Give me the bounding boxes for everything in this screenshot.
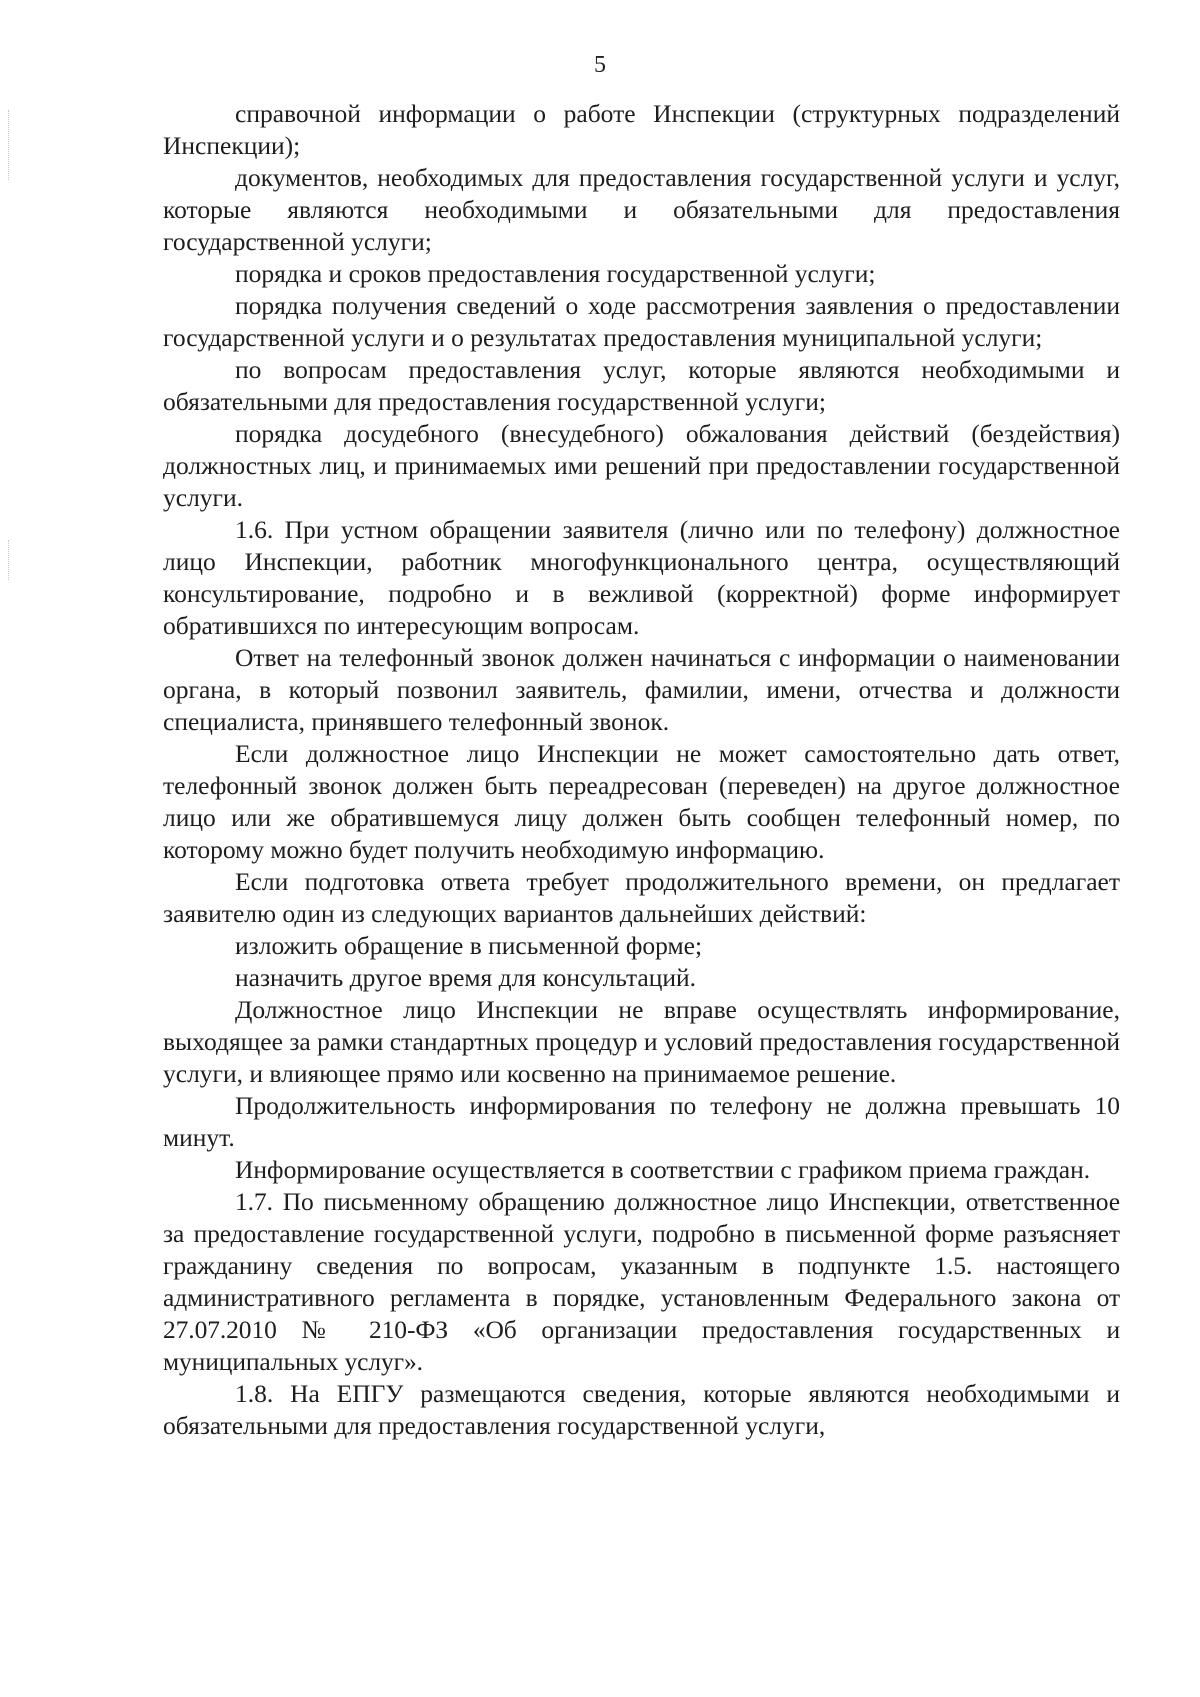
- page-number: 5: [594, 52, 606, 78]
- paragraph: Должностное лицо Инспекции не вправе осуществлять информирование, выходящее за рамки стандартных процедур и условий предоставления государственной услуги, и влияющее прямо или косвенно на принимаемое решение.: [163, 995, 1120, 1088]
- paragraph: изложить обращение в письменной форме;: [235, 931, 703, 960]
- paragraph: по вопросам предоставления услуг, которые являются необходимыми и обязательными для предоставления государственной услуги;: [163, 355, 1120, 416]
- paragraph: порядка получения сведений о ходе рассмотрения заявления о предоставлении государственной услуги и о результатах предоставления муниципальной услуги;: [163, 291, 1120, 352]
- paragraph: назначить другое время для консультаций.: [235, 963, 697, 992]
- paragraph: Ответ на телефонный звонок должен начинаться с информации о наименовании органа, в который позвонил заявитель, фамилии, имени, отчества и должности специалиста, принявшего телефонный звонок.: [163, 643, 1120, 736]
- paragraph: порядка и сроков предоставления государственной услуги;: [235, 259, 876, 288]
- paragraph: справочной информации о работе Инспекции (структурных подразделений Инспекции);: [163, 99, 1120, 160]
- paragraph-section-1-7: 1.7. По письменному обращению должностное лицо Инспекции, ответственное за предоставление государственной услуги, подробно в письменной форме разъясняет гражданину сведения по вопросам, указанным в подпункте 1.5. настоящего административного регламента в порядке, установленным Федерального закона от 27.07.2010 № 210-ФЗ «Об организации предоставления государственных и муниципальных услуг».: [163, 1187, 1120, 1376]
- paragraph: Если должностное лицо Инспекции не может самостоятельно дать ответ, телефонный звонок должен быть переадресован (переведен) на другое должностное лицо или же обратившемуся лицу должен быть сообщен телефонный номер, по которому можно будет получить необходимую информацию.: [163, 739, 1120, 864]
- scan-margin-mark: [8, 110, 15, 180]
- paragraph: Продолжительность информирования по телефону не должна превышать 10 минут.: [163, 1091, 1120, 1152]
- paragraph-section-1-6: 1.6. При устном обращении заявителя (лично или по телефону) должностное лицо Инспекции, работник многофункционального центра, осуществляющий консультирование, подробно и в вежливой (корректной) форме информирует обратившихся по интересующим вопросам.: [163, 515, 1120, 640]
- paragraph: документов, необходимых для предоставления государственной услуги и услуг, которые являются необходимыми и обязательными для предоставления государственной услуги;: [163, 163, 1120, 256]
- paragraph: Информирование осуществляется в соответствии с графиком приема граждан.: [235, 1155, 1091, 1184]
- scan-margin-mark: [8, 540, 15, 580]
- paragraph-section-1-8: 1.8. На ЕПГУ размещаются сведения, которые являются необходимыми и обязательными для предоставления государственной услуги,: [163, 1379, 1120, 1440]
- document-body: [163, 98, 1120, 1442]
- paragraph: порядка досудебного (внесудебного) обжалования действий (бездействия) должностных лиц, и принимаемых ими решений при предоставлении государственной услуги.: [163, 419, 1120, 512]
- paragraph: Если подготовка ответа требует продолжительного времени, он предлагает заявителю один из следующих вариантов дальнейших действий:: [163, 867, 1120, 928]
